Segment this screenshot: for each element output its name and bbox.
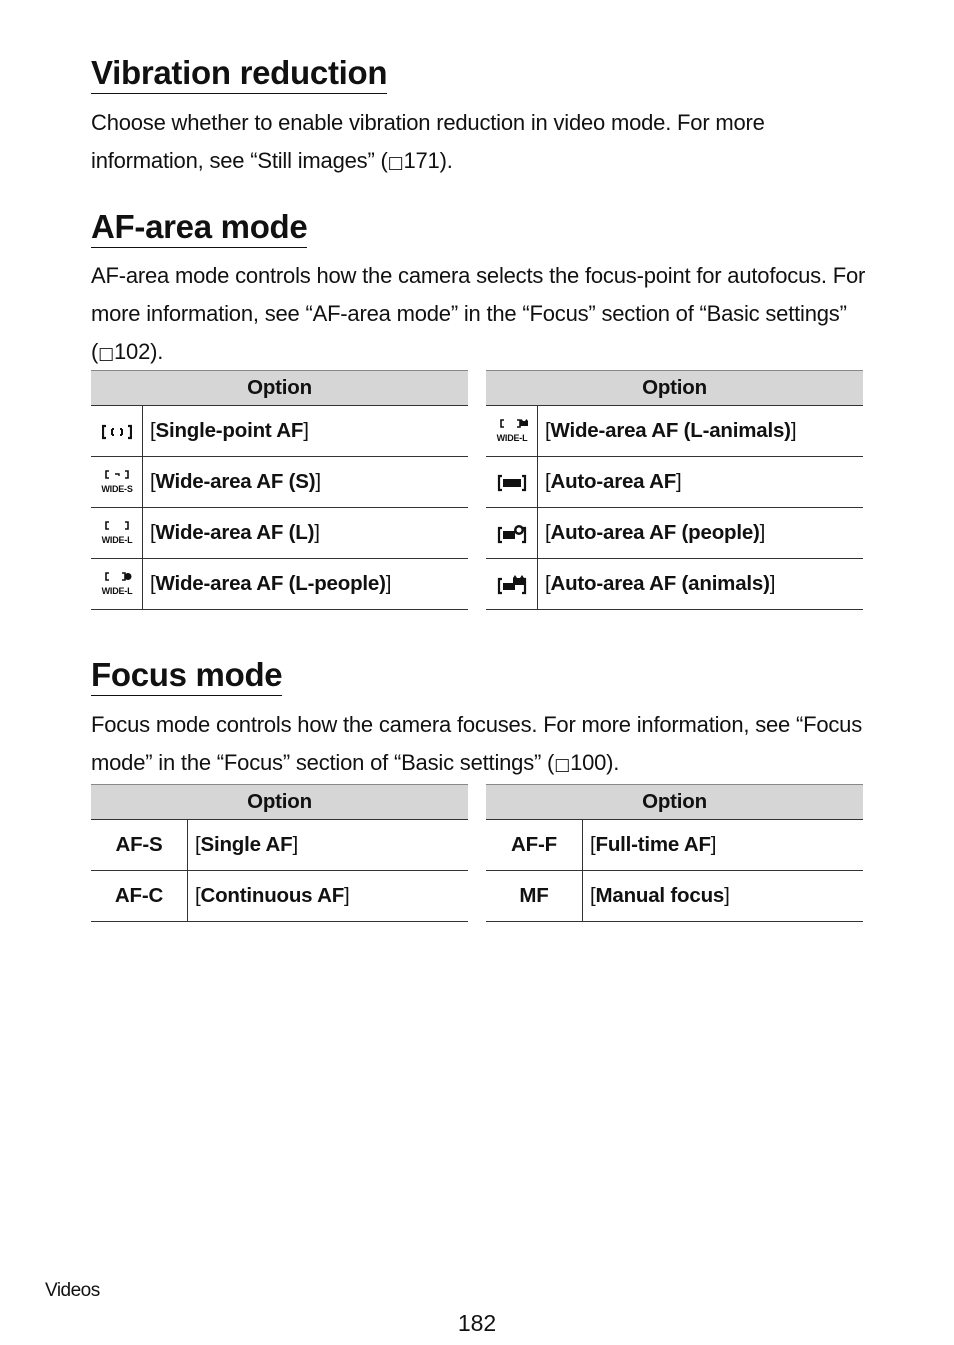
table-row bbox=[91, 406, 468, 457]
table-cell: [Wide-area AF (L)] bbox=[143, 508, 469, 559]
vibration-reduction-heading: Vibration reduction bbox=[91, 55, 387, 94]
table-row bbox=[486, 820, 863, 871]
table-cell: [Manual focus] bbox=[583, 871, 864, 922]
focus-code: AF-F bbox=[486, 820, 583, 871]
continuous-af-label: Continuous AF bbox=[200, 884, 345, 907]
table-cell: [Auto-area AF] bbox=[538, 457, 864, 508]
page-reference-icon: □ bbox=[554, 755, 571, 775]
table-row bbox=[486, 457, 863, 508]
table-cell: [Auto-area AF (people)] bbox=[538, 508, 864, 559]
full-time-af-label: Full-time AF bbox=[595, 833, 711, 856]
wide-area-af-l-animals-icon bbox=[486, 406, 538, 457]
wide-area-af-l-people-caption: WIDE-L bbox=[101, 586, 132, 597]
wide-area-af-l-people-label: Wide-area AF (L-people) bbox=[155, 572, 386, 595]
af-area-text-body: AF-area mode controls how the camera selects the focus-point for autofocus. For more information, see “AF-area mode” in the “Focus” section of “Basic settings” ( bbox=[91, 263, 866, 364]
table-row bbox=[91, 871, 468, 922]
auto-area-af-icon bbox=[486, 457, 538, 508]
page-reference-icon: □ bbox=[98, 344, 115, 364]
table-header: Option bbox=[91, 371, 468, 406]
table-row bbox=[486, 406, 863, 457]
focus-text-end: ). bbox=[606, 750, 620, 775]
footer-section-name: Videos bbox=[45, 1280, 100, 1301]
table-row bbox=[486, 871, 863, 922]
table-row bbox=[91, 820, 468, 871]
wide-area-af-s-label: Wide-area AF (S) bbox=[155, 470, 316, 493]
table-row bbox=[91, 508, 468, 559]
table-cell: [Wide-area AF (L-people)] bbox=[143, 559, 469, 610]
table-cell: [Single AF] bbox=[188, 820, 469, 871]
wide-area-af-s-caption: WIDE-S bbox=[100, 484, 133, 495]
focus-mode-table-left bbox=[91, 784, 468, 922]
af-area-ref-page[interactable]: 102 bbox=[114, 339, 151, 364]
table-cell: [Auto-area AF (animals)] bbox=[538, 559, 864, 610]
af-area-mode-text bbox=[91, 257, 881, 373]
focus-mode-table-right bbox=[486, 784, 863, 922]
table-header: Option bbox=[91, 785, 468, 820]
auto-area-af-people-label: Auto-area AF (people) bbox=[550, 521, 760, 544]
vr-ref-page[interactable]: 171 bbox=[403, 148, 440, 173]
auto-area-af-label: Auto-area AF bbox=[550, 470, 677, 493]
focus-code: MF bbox=[486, 871, 583, 922]
manual-focus-label: Manual focus bbox=[595, 884, 725, 907]
af-area-table-left bbox=[91, 370, 468, 610]
focus-mode-text bbox=[91, 706, 871, 784]
wide-area-af-l-label: Wide-area AF (L) bbox=[155, 521, 315, 544]
table-cell: [Wide-area AF (S)] bbox=[143, 457, 469, 508]
wide-area-af-l-caption: WIDE-L bbox=[101, 535, 132, 546]
single-af-label: Single AF bbox=[200, 833, 293, 856]
table-row bbox=[486, 559, 863, 610]
table-row bbox=[91, 559, 468, 610]
single-point-af-icon bbox=[91, 406, 143, 457]
wide-area-af-s-icon bbox=[91, 457, 143, 508]
single-point-af-label: Single-point AF bbox=[155, 419, 304, 442]
focus-text-body: Focus mode controls how the camera focuses. For more information, see “Focus mode” in the “Focus” section of “Basic settings” ( bbox=[91, 712, 863, 775]
af-area-mode-heading: AF-area mode bbox=[91, 209, 307, 248]
table-header: Option bbox=[486, 371, 863, 406]
auto-area-af-animals-label: Auto-area AF (animals) bbox=[550, 572, 770, 595]
page-reference-icon: □ bbox=[387, 153, 404, 173]
af-area-text-end: ). bbox=[150, 339, 164, 364]
wide-area-af-l-icon bbox=[91, 508, 143, 559]
auto-area-af-people-icon bbox=[486, 508, 538, 559]
focus-mode-heading: Focus mode bbox=[91, 657, 282, 696]
vibration-reduction-text bbox=[91, 104, 871, 182]
focus-ref-page[interactable]: 100 bbox=[570, 750, 607, 775]
vr-text-end: ). bbox=[439, 148, 453, 173]
focus-code: AF-C bbox=[91, 871, 188, 922]
table-cell: [Wide-area AF (L-animals)] bbox=[538, 406, 864, 457]
table-header: Option bbox=[486, 785, 863, 820]
af-area-table-right bbox=[486, 370, 863, 610]
table-row bbox=[91, 457, 468, 508]
auto-area-af-animals-icon bbox=[486, 559, 538, 610]
vr-text-body: Choose whether to enable vibration reduction in video mode. For more information, see “Still images” ( bbox=[91, 110, 765, 173]
wide-area-af-l-animals-caption: WIDE-L bbox=[496, 433, 527, 444]
table-cell: [Continuous AF] bbox=[188, 871, 469, 922]
table-row bbox=[486, 508, 863, 559]
table-cell: [Single-point AF] bbox=[143, 406, 469, 457]
wide-area-af-l-animals-label: Wide-area AF (L-animals) bbox=[550, 419, 791, 442]
focus-code: AF-S bbox=[91, 820, 188, 871]
wide-area-af-l-people-icon bbox=[91, 559, 143, 610]
table-cell: [Full-time AF] bbox=[583, 820, 864, 871]
page-number: 182 bbox=[457, 1310, 497, 1336]
